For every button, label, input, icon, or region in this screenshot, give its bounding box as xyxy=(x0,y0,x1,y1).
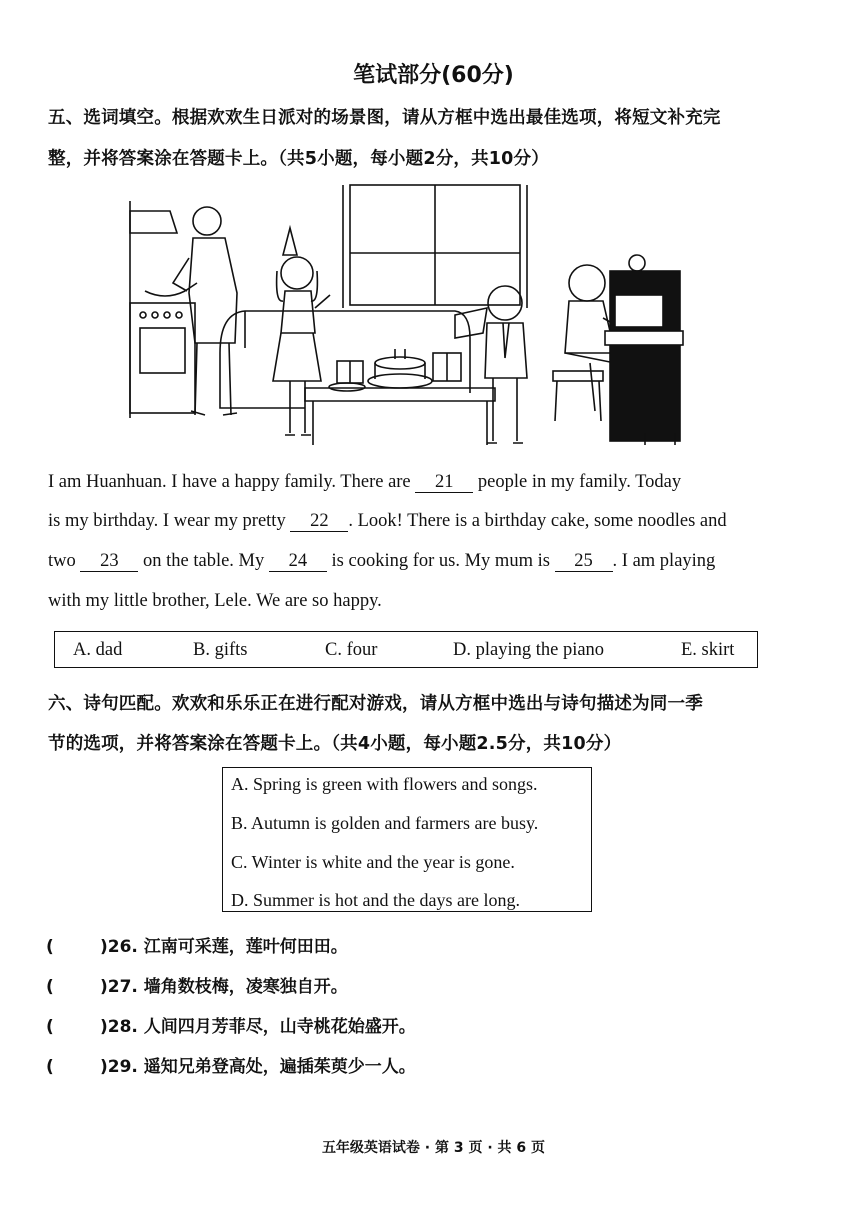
blank-25: 25 xyxy=(555,551,613,572)
blank-22: 22 xyxy=(290,511,348,532)
option-a: A. dad xyxy=(73,640,123,660)
birthday-party-illustration xyxy=(125,183,685,453)
section-title: 笔试部分(60分) xyxy=(353,63,514,88)
question-27: ( )27. 墙角数枝梅，凌寒独自开。 xyxy=(46,977,348,997)
part6-instruction-line2: 节的选项，并将答案涂在答题卡上。（共4小题，每小题2.5分，共10分） xyxy=(48,734,622,754)
option-b: B. gifts xyxy=(193,640,248,660)
blank-23: 23 xyxy=(80,551,138,572)
season-option-b: B. Autumn is golden and farmers are busy. xyxy=(231,813,539,833)
option-c: C. four xyxy=(325,640,378,660)
word-options-box xyxy=(54,631,758,668)
part5-instruction-line1: 五、选词填空。根据欢欢生日派对的场景图，请从方框中选出最佳选项，将短文补充完 xyxy=(48,108,721,128)
passage-line-3: two 23 on the table. My 24 is cooking for us. My mum is 25 . I am playing xyxy=(48,551,716,571)
passage-line-4: with my little brother, Lele. We are so happy. xyxy=(48,591,382,611)
passage-line-1: I am Huanhuan. I have a happy family. There are 21 people in my family. Today xyxy=(48,472,682,492)
season-option-a: A. Spring is green with flowers and songs. xyxy=(231,774,538,794)
question-26: ( )26. 江南可采莲，莲叶何田田。 xyxy=(46,937,348,957)
season-option-d: D. Summer is hot and the days are long. xyxy=(231,890,520,910)
question-29: ( )29. 遥知兄弟登高处，遍插茱萸少一人。 xyxy=(46,1057,416,1077)
passage-line-2: is my birthday. I wear my pretty 22 . Look! There is a birthday cake, some noodles and xyxy=(48,511,727,531)
blank-24: 24 xyxy=(269,551,327,572)
option-d: D. playing the piano xyxy=(453,640,605,660)
page-footer: 五年级英语试卷 · 第 3 页 · 共 6 页 xyxy=(321,1140,546,1156)
blank-21: 21 xyxy=(415,472,473,493)
part6-instruction-line1: 六、诗句匹配。欢欢和乐乐正在进行配对游戏，请从方框中选出与诗句描述为同一季 xyxy=(48,694,703,714)
season-option-c: C. Winter is white and the year is gone. xyxy=(231,852,515,872)
season-options-box xyxy=(222,767,592,912)
question-28: ( )28. 人间四月芳菲尽，山寺桃花始盛开。 xyxy=(46,1017,416,1037)
option-e: E. skirt xyxy=(681,640,735,660)
part5-instruction-line2: 整，并将答案涂在答题卡上。（共5小题，每小题2分，共10分） xyxy=(48,149,549,169)
